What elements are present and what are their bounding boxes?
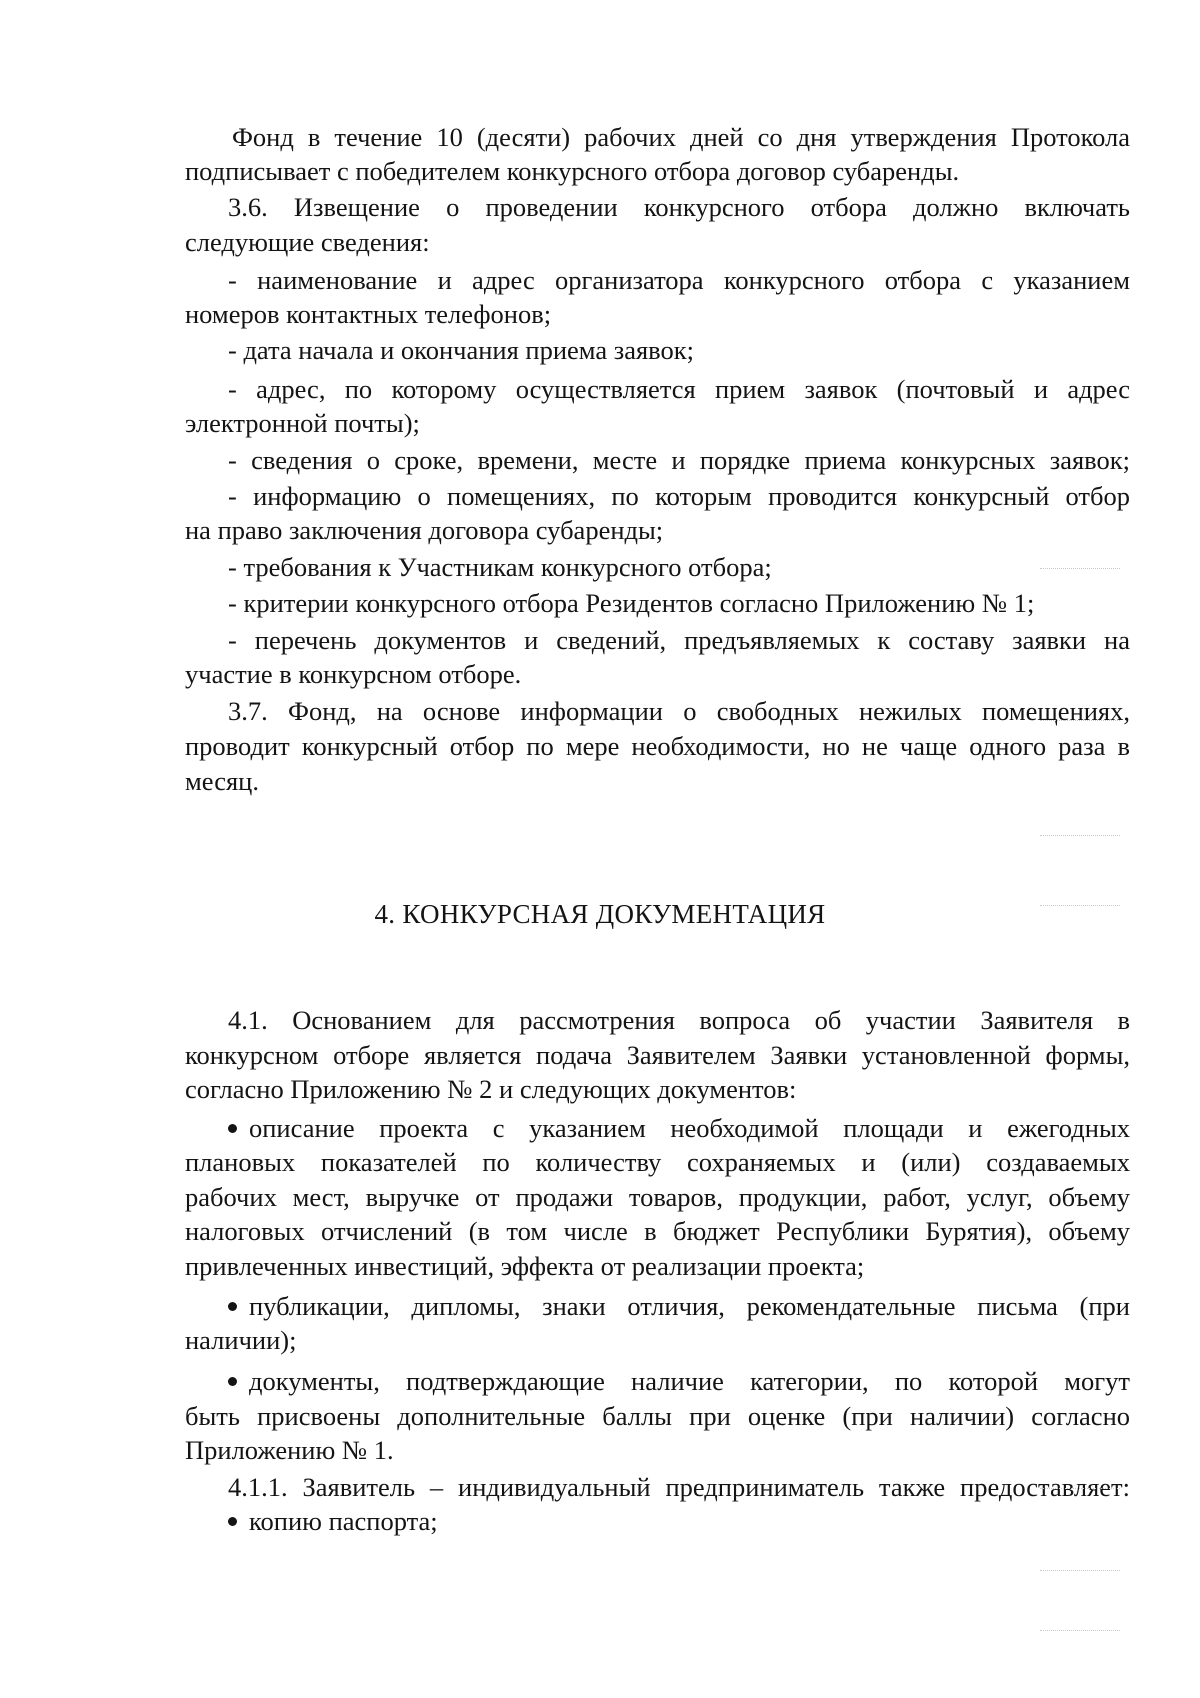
bullet-icon: [228, 1377, 237, 1386]
text-line: 4.1. Основанием для рассмотрения вопроса об участии Заявителя в: [228, 1005, 1130, 1035]
text-line: на право заключения договора субаренды;: [185, 515, 664, 545]
text-line: наличии);: [185, 1325, 297, 1355]
bullet-icon: [228, 1124, 237, 1133]
text-line: - требования к Участникам конкурсного отбора;: [228, 552, 772, 582]
text-line: 3.7. Фонд, на основе информации о свободных нежилых помещениях,: [228, 696, 1130, 726]
text-line: налоговых отчислений (в том числе в бюджет Республики Бурятия), объему: [185, 1216, 1130, 1246]
text-line: 4.1.1. Заявитель – индивидуальный предприниматель также предоставляет:: [228, 1472, 1130, 1502]
text-line: согласно Приложению № 2 и следующих документов:: [185, 1074, 797, 1104]
text-line: 3.6. Извещение о проведении конкурсного отбора должно включать: [228, 192, 1130, 222]
bullet-text: описание проекта с указанием необходимой площади и ежегодных: [249, 1113, 1130, 1143]
text-line: следующие сведения:: [185, 227, 430, 257]
bullet-item: [228, 1111, 1130, 1145]
text-line: плановых показателей по количеству сохраняемых и (или) создаваемых: [185, 1147, 1130, 1177]
scan-artifact: [1040, 720, 1120, 723]
text-line: Фонд в течение 10 (десяти) рабочих дней со дня утверждения Протокола: [232, 122, 1130, 152]
scan-artifact: [1040, 1488, 1120, 1491]
text-line: - дата начала и окончания приема заявок;: [228, 335, 694, 365]
bullet-item: [228, 1289, 1130, 1323]
bullet-item: [228, 1364, 1130, 1398]
text-line: участие в конкурсном отборе.: [185, 659, 522, 689]
text-line: проводит конкурсный отбор по мере необходимости, но не чаще одного раза в: [185, 731, 1130, 761]
text-line: - адрес, по которому осуществляется прием заявок (почтовый и адрес: [228, 374, 1130, 404]
scan-artifact: [1040, 835, 1120, 838]
text-line: месяц.: [185, 766, 259, 796]
section-heading: 4. КОНКУРСНАЯ ДОКУМЕНТАЦИЯ: [374, 899, 826, 929]
text-line: быть присвоены дополнительные баллы при оценке (при наличии) согласно: [185, 1401, 1130, 1431]
scan-artifact: [1040, 1570, 1120, 1573]
bullet-item: [228, 1504, 1130, 1538]
bullet-icon: [228, 1517, 237, 1526]
bullet-text: документы, подтверждающие наличие категории, по которой могут: [249, 1366, 1130, 1396]
bullet-icon: [228, 1302, 237, 1311]
text-line: конкурсном отборе является подача Заявителем Заявки установленной формы,: [185, 1040, 1130, 1070]
text-line: подписывает с победителем конкурсного отбора договор субаренды.: [185, 156, 960, 186]
text-line: - критерии конкурсного отбора Резидентов согласно Приложению № 1;: [228, 588, 1035, 618]
text-line: привлеченных инвестиций, эффекта от реализации проекта;: [185, 1251, 865, 1281]
scan-artifact: [1040, 568, 1120, 571]
text-line: номеров контактных телефонов;: [185, 299, 552, 329]
scan-artifact: [1040, 1630, 1120, 1633]
text-line: электронной почты);: [185, 408, 420, 438]
scan-artifact: [1040, 905, 1120, 908]
text-line: - информацию о помещениях, по которым проводится конкурсный отбор: [228, 481, 1130, 511]
text-line: - сведения о сроке, времени, месте и порядке приема конкурсных заявок;: [228, 445, 1130, 475]
text-line: - наименование и адрес организатора конкурсного отбора с указанием: [228, 265, 1130, 295]
text-line: Приложению № 1.: [185, 1435, 394, 1465]
bullet-text: публикации, дипломы, знаки отличия, рекомендательные письма (при: [249, 1291, 1130, 1321]
bullet-text: копию паспорта;: [249, 1506, 438, 1536]
text-line: рабочих мест, выручке от продажи товаров, продукции, работ, услуг, объему: [185, 1182, 1130, 1212]
text-line: - перечень документов и сведений, предъявляемых к составу заявки на: [228, 625, 1130, 655]
